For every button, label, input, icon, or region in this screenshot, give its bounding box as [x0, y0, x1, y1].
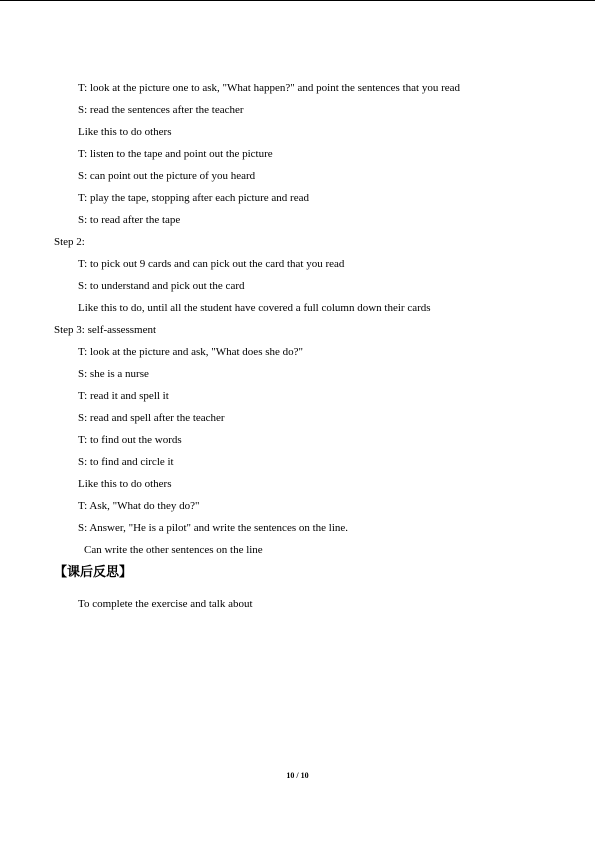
- lesson-line: S: read the sentences after the teacher: [78, 104, 244, 116]
- lesson-line: T: play the tape, stopping after each picture and read: [78, 192, 309, 204]
- lesson-line: Like this to do others: [78, 126, 172, 138]
- step-heading: Step 2:: [54, 236, 85, 248]
- lesson-line: S: she is a nurse: [78, 368, 149, 380]
- lesson-line: S: Answer, "He is a pilot" and write the sentences on the line.: [78, 522, 349, 534]
- reflection-heading: 【课后反思】: [54, 565, 133, 580]
- header-rule: [0, 0, 595, 1]
- lesson-line: T: look at the picture and ask, "What does she do?": [78, 346, 304, 358]
- lesson-line: Like this to do, until all the student have covered a full column down their cards: [78, 302, 431, 314]
- reflection-text: To complete the exercise and talk about: [78, 598, 253, 610]
- lesson-line: T: read it and spell it: [78, 390, 169, 402]
- step-heading: Step 3: self-assessment: [54, 324, 157, 336]
- lesson-line: T: to find out the words: [78, 434, 182, 446]
- lesson-line: T: to pick out 9 cards and can pick out the card that you read: [78, 258, 345, 270]
- lesson-line: T: listen to the tape and point out the picture: [78, 148, 273, 160]
- lesson-line: S: to read after the tape: [78, 214, 181, 226]
- lesson-line: Can write the other sentences on the line: [84, 544, 263, 556]
- lesson-line: S: read and spell after the teacher: [78, 412, 225, 424]
- lesson-line: T: look at the picture one to ask, "What happen?" and point the sentences that you read: [78, 82, 461, 94]
- lesson-line: T: Ask, "What do they do?": [78, 500, 200, 512]
- lesson-line: Like this to do others: [78, 478, 172, 490]
- lesson-line: S: can point out the picture of you heard: [78, 170, 256, 182]
- lesson-line: S: to find and circle it: [78, 456, 174, 468]
- lesson-line: S: to understand and pick out the card: [78, 280, 245, 292]
- page-number: 10 / 10: [286, 771, 309, 780]
